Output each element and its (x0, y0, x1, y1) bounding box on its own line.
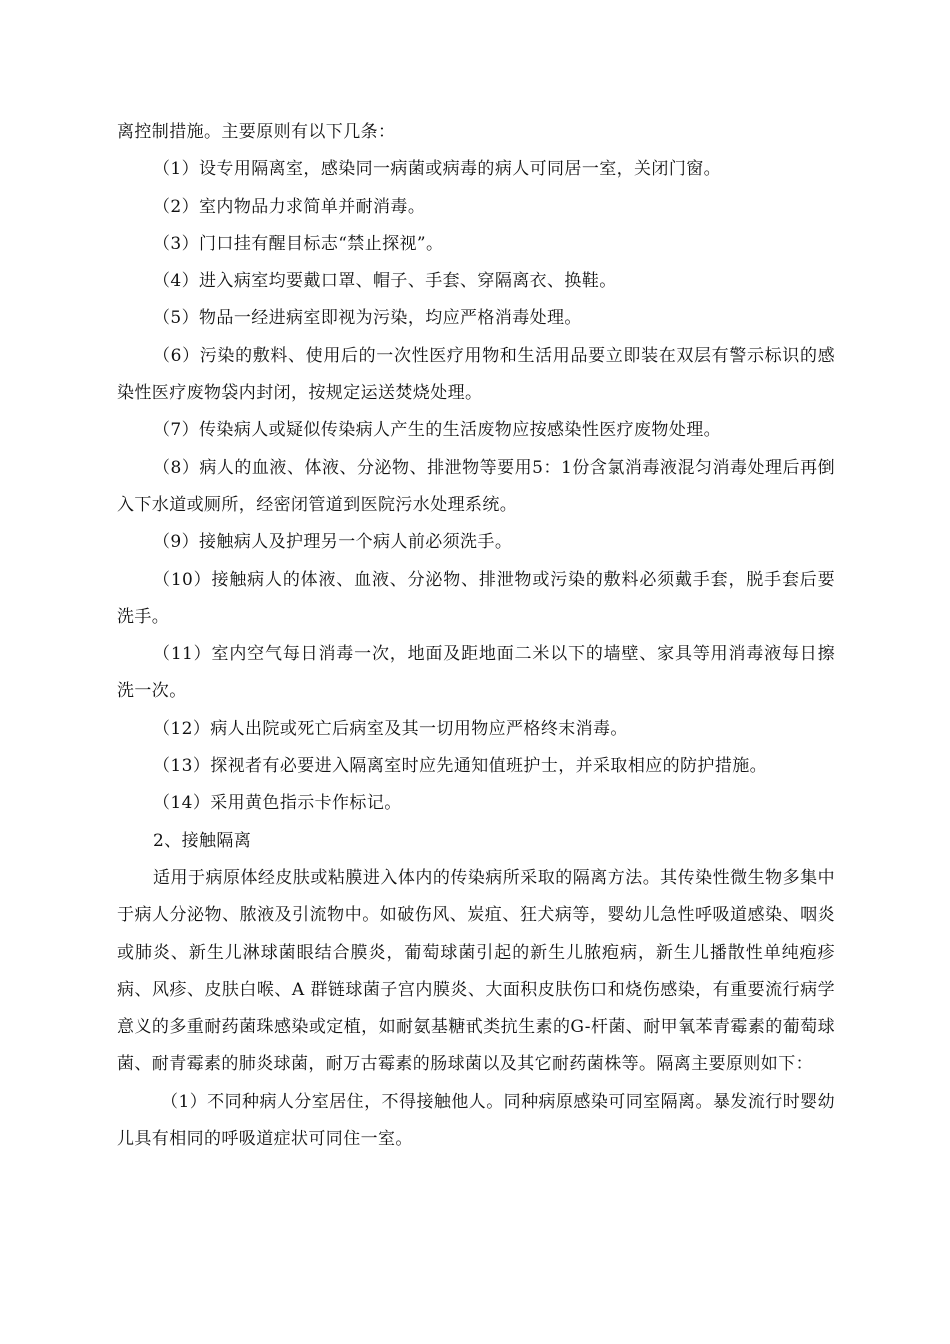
paragraph: （11）室内空气每日消毒一次，地面及距地面二米以下的墙壁、家具等用消毒液每日擦洗一次。 (117, 644, 835, 702)
section-heading: 2、接触隔离 (153, 830, 252, 851)
paragraph: （2）室内物品力求简单并耐消毒。 (153, 196, 426, 217)
paragraph: （5）物品一经进病室即视为污染，均应严格消毒处理。 (153, 308, 582, 329)
paragraph: （6）污染的敷料、使用后的一次性医疗用物和生活用品要立即装在双层有警示标识的感染性医疗废物袋内封闭，按规定运送焚烧处理。 (117, 345, 835, 404)
paragraph: （3）门口挂有醒目标志“禁止探视”。 (153, 233, 444, 254)
paragraph: （10）接触病人的体液、血液、分泌物、排泄物或污染的敷料必须戴手套，脱手套后要洗手。 (117, 569, 835, 627)
paragraph: （1）不同种病人分室居住，不得接触他人。同种病原感染可同室隔离。暴发流行时婴幼儿具有相同的呼吸道症状可同住一室。 (117, 1091, 835, 1150)
paragraph: （1）设专用隔离室，感染同一病菌或病毒的病人可同居一室，关闭门窗。 (153, 159, 722, 180)
paragraph: （8）病人的血液、体液、分泌物、排泄物等要用5：1份含氯消毒液混匀消毒处理后再倒入下水道或厕所，经密闭管道到医院污水处理系统。 (117, 457, 835, 515)
paragraph: （14）采用黄色指示卡作标记。 (153, 793, 402, 814)
document-body (117, 114, 835, 1158)
paragraph: 离控制措施。主要原则有以下几条： (117, 122, 396, 142)
paragraph: （7）传染病人或疑似传染病人产生的生活废物应按感染性医疗废物处理。 (153, 420, 722, 441)
paragraph: （4）进入病室均要戴口罩、帽子、手套、穿隔离衣、换鞋。 (153, 271, 617, 292)
paragraph: （13）探视者有必要进入隔离室时应先通知值班护士，并采取相应的防护措施。 (153, 756, 768, 777)
paragraph: 适用于病原体经皮肤或粘膜进入体内的传染病所采取的隔离方法。其传染性微生物多集中于病人分泌物、脓液及引流物中。如破伤风、炭疽、狂犬病等，婴幼儿急性呼吸道感染、咽炎或肺炎、新生儿淋球菌眼结合膜炎，葡萄球菌引起的新生儿脓疱病，新生儿播散性单纯疱疹病、风疹、皮肤白喉、A 群链球菌子宫内膜炎、大面积皮肤伤口和烧伤感染，有重要流行病学意义的多重耐药菌珠感染或定植，如耐氨基糖甙类抗生素的G-杆菌、耐甲氧苯青霉素的葡萄球菌、耐青霉素的肺炎球菌，耐万古霉素的肠球菌以及其它耐药菌株等。隔离主要原则如下： (117, 867, 835, 1075)
paragraph: （12）病人出院或死亡后病室及其一切用物应严格终末消毒。 (153, 718, 628, 739)
paragraph: （9）接触病人及护理另一个病人前必须洗手。 (153, 532, 513, 553)
